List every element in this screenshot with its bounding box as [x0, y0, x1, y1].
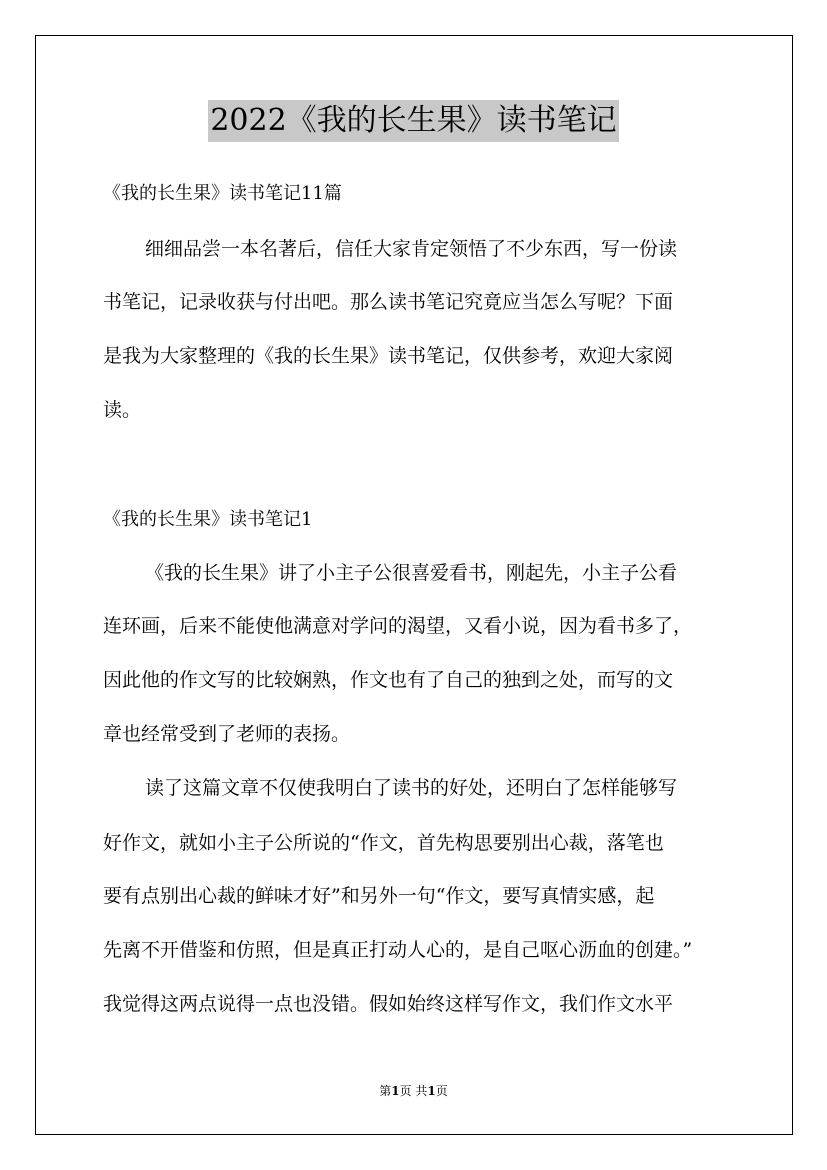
intro-line-4: 读。 [103, 399, 142, 421]
intro-line-3: 是我为大家整理的《我的长生果》读书笔记，仅供参考，欢迎大家阅 [103, 345, 674, 367]
document-title: 2022《我的长生果》读书笔记 [208, 100, 618, 142]
footer-prefix: 第 [379, 1084, 392, 1098]
para2-line-3: 要有点别出心裁的鲜味才好”和另外一句“作文，要写真情实感，起 [103, 885, 655, 907]
para2-line-1: 读了这篇文章不仅使我明白了读书的好处，还明白了怎样能够写 [145, 777, 678, 799]
footer-mid: 页 共 [399, 1084, 428, 1098]
intro-line-2: 书笔记，记录收获与付出吧。那么读书笔记究竟应当怎么写呢？下面 [103, 291, 674, 313]
document-subtitle: 《我的长生果》读书笔记11篇 [103, 183, 342, 204]
para2-line-2: 好作文，就如小主子公所说的“作文，首先构思要别出心裁，落笔也 [103, 832, 664, 854]
para1-line-2: 连环画，后来不能使他满意对学问的渴望，又看小说，因为看书多了， [103, 615, 693, 637]
para2-line-5: 我觉得这两点说得一点也没错。假如始终这样写作文，我们作文水平 [103, 993, 674, 1015]
footer-current-page: 1 [391, 1084, 400, 1098]
footer-suffix: 页 [435, 1084, 448, 1098]
para2-line-4: 先离不开借鉴和仿照，但是真正打动人心的，是自己呕心沥血的创建。” [103, 939, 693, 961]
footer-total-pages: 1 [427, 1084, 436, 1098]
section-heading: 《我的长生果》读书笔记1 [103, 509, 313, 530]
para1-line-3: 因此他的作文写的比较娴熟，作文也有了自己的独到之处，而写的文 [103, 669, 674, 691]
title-block [0, 100, 827, 142]
para1-line-1: 《我的长生果》讲了小主子公很喜爱看书，刚起先，小主子公看 [145, 562, 678, 584]
intro-line-1: 细细品尝一本名著后，信任大家肯定领悟了不少东西，写一份读 [145, 238, 678, 260]
para1-line-4: 章也经常受到了老师的表扬。 [103, 723, 351, 745]
page-footer [0, 1083, 827, 1099]
